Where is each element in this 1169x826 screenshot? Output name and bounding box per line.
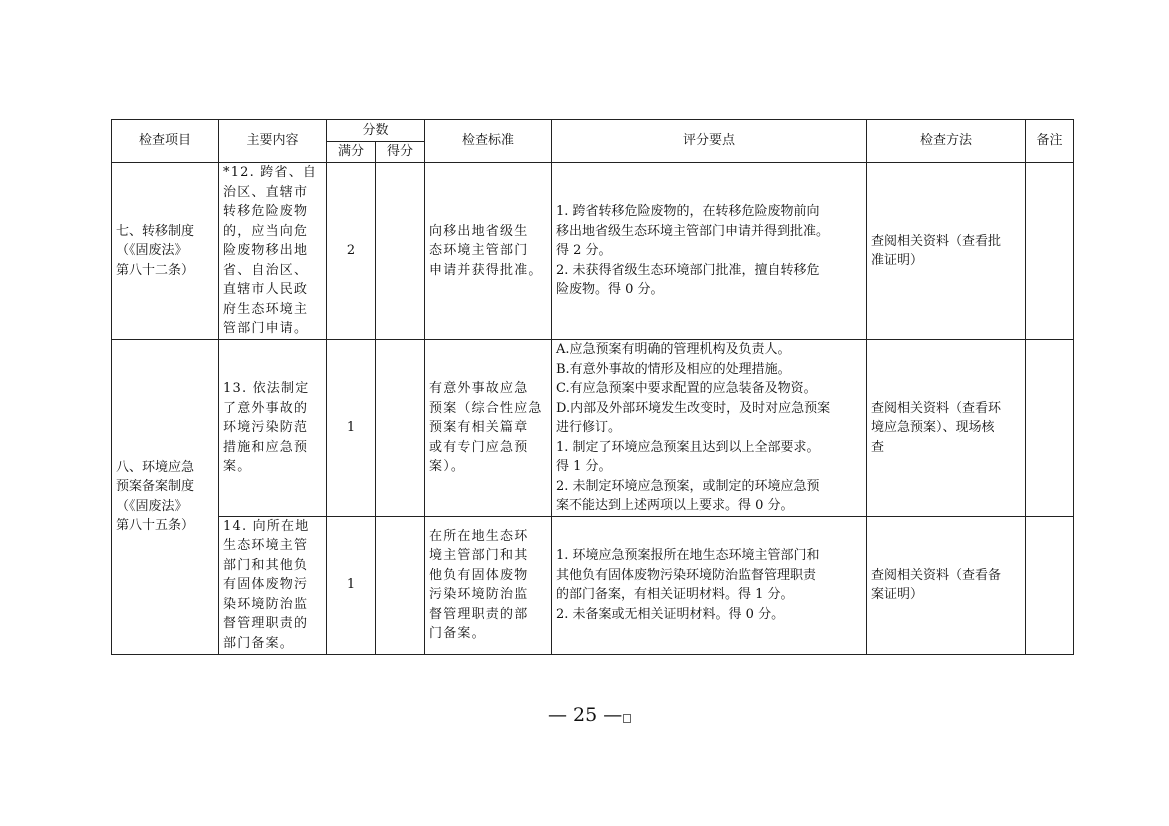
points-cell: [552, 516, 867, 654]
method-cell-line: 查阅相关资料（查看环: [871, 400, 1002, 416]
points-cell-line: 的部门备案，有相关证明材料。得 1 分。: [556, 587, 794, 602]
content-cell-line: 环境污染防范: [223, 420, 309, 435]
content-cell-line: 省、自治区、: [223, 262, 309, 278]
category-cell-line: （《固废法》: [116, 498, 188, 514]
method-cell-line: 查阅相关资料（查看备: [871, 567, 1002, 583]
points-cell-line: C.有应急预案中要求配置的应急装备及物资。: [556, 381, 817, 396]
standard-cell-line: 向移出地省级生: [429, 223, 529, 239]
page-footer: [548, 704, 631, 726]
method-cell-line: 案证明）: [871, 587, 924, 602]
box-glyph-icon: [623, 714, 631, 723]
content-cell-line: 府生态环境主: [223, 301, 309, 317]
got-score-cell: [376, 516, 425, 654]
content-cell-line: 部门备案。: [223, 635, 295, 651]
category-cell: [112, 340, 219, 655]
standard-cell-line: 督管理职责的部: [429, 606, 529, 622]
page-number: — 25 —: [548, 704, 623, 726]
content-cell-line: 生态环境主管: [223, 538, 309, 554]
method-cell-line: 查: [871, 439, 885, 455]
points-cell-line: 险废物。得 0 分。: [556, 282, 664, 298]
method-cell: [867, 163, 1026, 340]
points-cell-line: D.内部及外部环境发生改变时，及时对应急预案: [556, 400, 831, 416]
remark-cell: [1026, 163, 1074, 340]
standard-cell-line: 境主管部门和其: [429, 548, 529, 563]
table-row: [112, 340, 1074, 517]
standard-cell-line: 门备案。: [429, 626, 486, 641]
content-cell-line: 染环境防治监: [223, 596, 309, 612]
full-score-cell: 1: [327, 340, 376, 517]
remark-cell: [1026, 340, 1074, 517]
header-score: 分数: [327, 120, 425, 142]
points-cell-line: A.应急预案有明确的管理机构及负责人。: [556, 342, 791, 357]
content-cell-line: 了意外事故的: [223, 400, 309, 416]
content-cell-line: 措施和应急预: [223, 439, 309, 455]
points-cell-line: B.有意外事故的情形及相应的处理措施。: [556, 361, 791, 377]
content-cell-line: *12. 跨省、自: [223, 165, 318, 181]
standard-cell-line: 他负有固体废物: [429, 567, 529, 583]
content-cell-line: 管部门申请。: [223, 321, 309, 337]
standard-cell-line: 在所在地生态环: [429, 528, 529, 544]
standard-cell-line: 污染环境防治监: [429, 587, 529, 602]
remark-cell: [1026, 516, 1074, 654]
content-cell-line: 转移危险废物: [223, 204, 309, 220]
points-cell: [552, 340, 867, 517]
content-cell-line: 案。: [223, 459, 252, 474]
points-cell-line: 进行修订。: [556, 420, 622, 435]
standard-cell-line: 或有专门应急预: [429, 439, 529, 455]
standard-cell: [425, 340, 552, 517]
method-cell: [867, 340, 1026, 517]
points-cell-line: 1. 跨省转移危险废物的，在转移危险废物前向: [556, 204, 820, 220]
points-cell-line: 案不能达到上述两项以上要求。得 0 分。: [556, 498, 794, 513]
points-cell-line: 2. 未获得省级生态环境部门批准，擅自转移危: [556, 262, 820, 278]
standard-cell: [425, 516, 552, 654]
content-cell: [219, 340, 327, 517]
header-remark: 备注: [1026, 120, 1074, 163]
category-cell-line: 第八十五条）: [116, 518, 195, 534]
points-cell-line: 1. 制定了环境应急预案且达到以上全部要求。: [556, 439, 820, 455]
standard-cell: [425, 163, 552, 340]
content-cell-line: 督管理职责的: [223, 616, 309, 632]
content-cell-line: 的，应当向危: [223, 223, 309, 239]
points-cell-line: 移出地省级生态环境主管部门申请并得到批准。: [556, 223, 830, 239]
table-row: [112, 516, 1074, 654]
inspection-table: [111, 119, 1074, 655]
header-full-score: 满分: [327, 142, 376, 163]
table-row: [112, 163, 1074, 340]
points-cell-line: 1. 环境应急预案报所在地生态环境主管部门和: [556, 548, 820, 563]
header-points: 评分要点: [552, 120, 867, 163]
method-cell-line: 境应急预案）、现场核: [871, 420, 995, 435]
content-cell-line: 直辖市人民政: [223, 282, 309, 298]
points-cell-line: 其他负有固体废物污染环境防治监督管理职责: [556, 567, 817, 583]
standard-cell-line: 预案（综合性应急: [429, 400, 543, 416]
standard-cell-line: 申请并获得批准。: [429, 262, 543, 278]
category-cell-line: 第八十二条）: [116, 262, 195, 278]
method-cell: [867, 516, 1026, 654]
content-cell: [219, 163, 327, 340]
header-got-score: 得分: [376, 142, 425, 163]
points-cell-line: 2. 未制定环境应急预案，或制定的环境应急预: [556, 478, 820, 494]
method-cell-line: 准证明）: [871, 253, 924, 268]
got-score-cell: [376, 163, 425, 340]
category-cell-line: 预案备案制度: [116, 479, 195, 495]
standard-cell-line: 案）。: [429, 459, 466, 474]
header-row: [112, 120, 1074, 142]
category-cell-line: 七、转移制度: [116, 223, 195, 239]
standard-cell-line: 态环境主管部门: [429, 243, 529, 259]
header-standard: 检查标准: [425, 120, 552, 163]
category-cell-line: 八、环境应急: [116, 459, 195, 475]
full-score-cell: 2: [327, 163, 376, 340]
header-content: 主要内容: [219, 120, 327, 163]
content-cell-line: 险废物移出地: [223, 243, 309, 259]
points-cell: [552, 163, 867, 340]
content-cell-line: 14. 向所在地: [223, 518, 310, 534]
points-cell-line: 得 1 分。: [556, 459, 612, 474]
points-cell-line: 得 2 分。: [556, 243, 612, 259]
content-cell-line: 治区、直辖市: [223, 184, 309, 200]
header-item: 检查项目: [112, 120, 219, 163]
method-cell-line: 查阅相关资料（查看批: [871, 233, 1002, 249]
got-score-cell: [376, 340, 425, 517]
standard-cell-line: 有意外事故应急: [429, 381, 529, 396]
full-score-cell: 1: [327, 516, 376, 654]
header-method: 检查方法: [867, 120, 1026, 163]
content-cell-line: 13. 依法制定: [223, 381, 310, 396]
category-cell-line: （《固废法》: [116, 243, 188, 259]
category-cell: [112, 163, 219, 340]
standard-cell-line: 预案有相关篇章: [429, 420, 529, 435]
content-cell: [219, 516, 327, 654]
content-cell-line: 有固体废物污: [223, 577, 309, 593]
points-cell-line: 2. 未备案或无相关证明材料。得 0 分。: [556, 606, 785, 622]
content-cell-line: 部门和其他负: [223, 557, 309, 573]
